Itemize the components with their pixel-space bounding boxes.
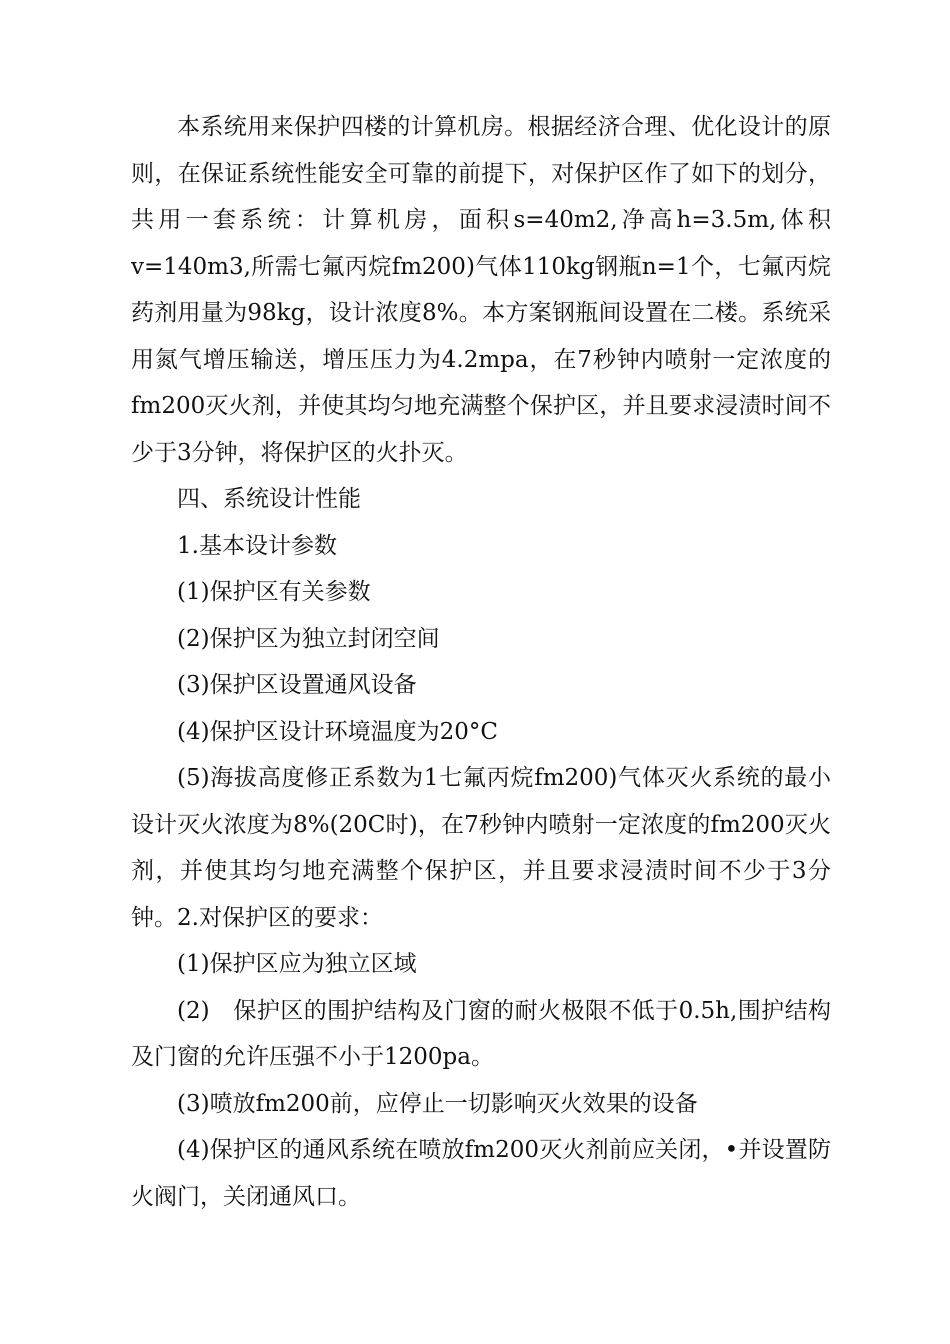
- subheading-basic-parameters: 1.基本设计参数: [177, 532, 337, 559]
- list-item-parameters-3: (3)保护区设置通风设备: [177, 672, 417, 698]
- paragraph-system-overview: 本系统用来保护四楼的计算机房。根据经济合理、优化设计的原则，在保证系统性能安全可靠的前提下，对保护区作了如下的划分，共用一套系统：计算机房，面积s=40m2,净高h=3.5m,体积v=140m3,所需七氟丙烷fm200)气体110kg钢瓶n=1个，七氟丙烷药剂用量为98kg，设计浓度8%。本方案钢瓶间设置在二楼。系统采用氮气增压输送，增压压力为4.2mpa，在7秒钟内喷射一定浓度的fm200灭火剂，并使其均匀地充满整个保护区，并且要求浸渍时间不少于3分钟，将保护区的火扑灭。: [131, 114, 831, 466]
- list-item-requirements-1: (1)保护区应为独立区域: [177, 951, 417, 977]
- document-body: [131, 104, 831, 1220]
- list-item-requirements-3: (3)喷放fm200前，应停止一切影响灭火效果的设备: [177, 1090, 698, 1117]
- list-item-requirements-2: (2) 保护区的围护结构及门窗的耐火极限不低于0.5h,围护结构及门窗的允许压强不小于1200pa。: [131, 997, 831, 1070]
- list-item-parameters-5: (5)海拔高度修正系数为1七氟丙烷fm200)气体灭火系统的最小设计灭火浓度为8%(20C时)，在7秒钟内喷射一定浓度的fm200灭火剂，并使其均匀地充满整个保护区，并且要求浸渍时间不少于3分钟。2.对保护区的要求：: [131, 765, 831, 931]
- section-heading-design-performance: 四、系统设计性能: [177, 486, 361, 512]
- list-item-parameters-2: (2)保护区为独立封闭空间: [177, 625, 440, 652]
- list-item-parameters-4: (4)保护区设计环境温度为20°C: [177, 718, 498, 745]
- list-item-parameters-1: (1)保护区有关参数: [177, 579, 371, 605]
- list-item-requirements-4: (4)保护区的通风系统在喷放fm200灭火剂前应关闭，•并设置防火阀门，关闭通风口。: [131, 1137, 831, 1210]
